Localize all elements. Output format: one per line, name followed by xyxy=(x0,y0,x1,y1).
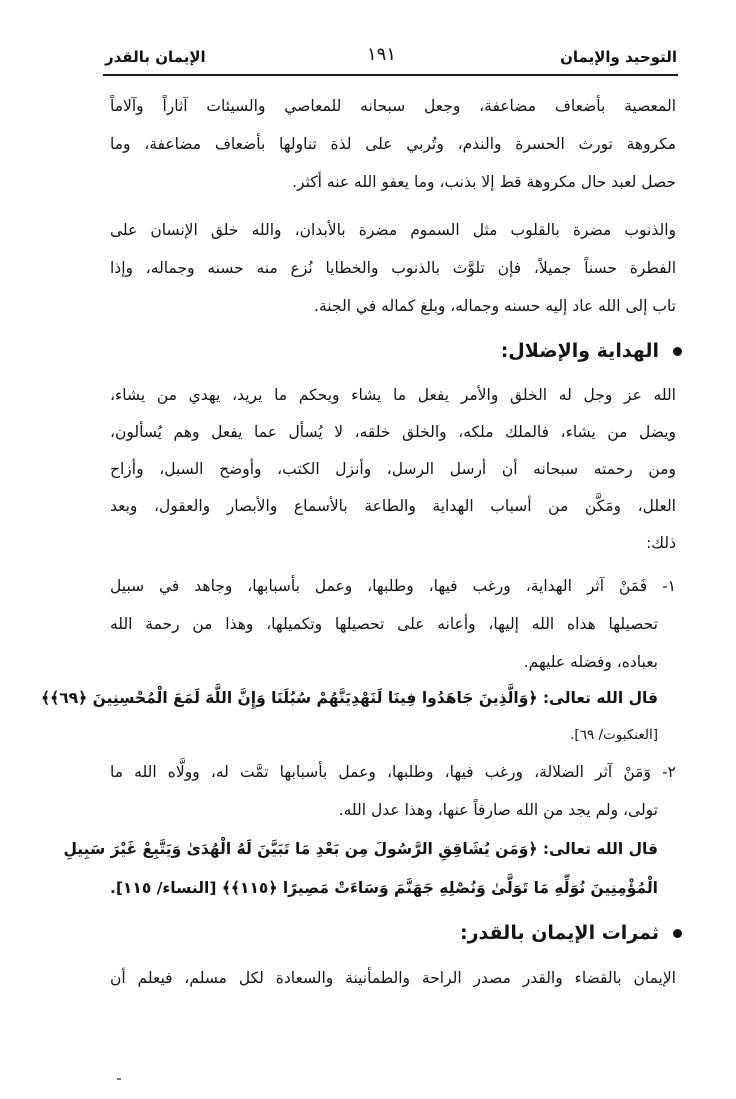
text-line: تاب إلى الله عاد إليه حسنه وجماله، وبلغ كماله في الجنة. xyxy=(314,297,676,315)
heading-text: ثمرات الإيمان بالقدر: xyxy=(460,922,659,944)
heading-text: الهداية والإضلال: xyxy=(500,340,659,362)
scan-mark xyxy=(117,1078,121,1080)
quran-verse: قال الله تعالى: ﴿وَمَن يُشَاقِقِ الرَّسُولَ مِن بَعْدِ مَا تَبَيَّنَ لَهُ الْهُدَىٰ وَيَتَّبِعْ غَيْرَ سَبِيلِ xyxy=(63,840,658,858)
quran-verse: الْمُؤْمِنِينَ نُوَلِّهِ مَا تَوَلَّىٰ وَنُصْلِهِ جَهَنَّمَ وَسَاءَتْ مَصِيرًا ﴿١١٥﴾﴾ [النساء/ ١١٥]. xyxy=(109,879,658,897)
list-item-line: بعباده، وفضله عليهم. xyxy=(523,653,658,671)
text-line: المعصية بأضعاف مضاعفة، وجعل سبحانه للمعاصي والسيئات آثاراً وآلاماً xyxy=(110,97,676,115)
list-item-line: تولى، ولم يجد من الله صارفاً عنها، وهذا عدل الله. xyxy=(338,801,658,819)
text-line: الله عز وجل له الخلق والأمر يفعل ما يشاء ويحكم ما يريد، يهدي من يشاء، xyxy=(110,386,676,404)
text-line: حصل لعبد حال مكروهة قط إلا بذنب، وما يعفو الله عنه أكثر. xyxy=(292,173,676,191)
section-heading xyxy=(110,922,682,944)
running-header xyxy=(105,44,677,72)
bullet-icon xyxy=(673,347,682,356)
page-number: ١٩١ xyxy=(367,44,397,65)
verse-reference: [العنكبوت/ ٦٩]. xyxy=(570,727,658,743)
text-line: مكروهة تورث الحسرة والندم، وتُربي على لذة تناولها بأضعاف مضاعفة، وما xyxy=(110,135,676,153)
header-rule xyxy=(103,74,678,76)
book-title: التوحيد والإيمان xyxy=(560,48,677,66)
text-line: الفطرة حسناً جميلاً، فإن تلوَّث بالذنوب والخطايا نُزع منه حسنه وجماله، وإذا xyxy=(110,259,676,277)
text-line: ذلك: xyxy=(646,534,676,552)
section-heading xyxy=(110,340,682,362)
bullet-icon xyxy=(673,929,682,938)
list-item-line: ١- فَمَنْ آثر الهداية، ورغب فيها، وطلبها، وعمل بأسبابها، وجاهد في سبيل xyxy=(110,577,676,595)
list-item-line: تحصيلها هداه الله إليها، وأعانه على تحصيلها وتكميلها، وهذا من رحمة الله xyxy=(110,615,658,633)
list-item-line: ٢- وَمَنْ آثر الضلالة، ورغب فيها، وطلبها، وعمل بأسبابها تمَّت له، وولَّاه الله ما xyxy=(110,763,676,781)
text-line: العلل، ومَكَّن من أسباب الهداية والطاعة بالأسماع والأبصار والعقول، وبعد xyxy=(110,497,676,515)
quran-verse: قال الله تعالى: ﴿وَالَّذِينَ جَاهَدُوا فِينَا لَنَهْدِيَنَّهُمْ سُبُلَنَا وَإِنَّ اللَّهَ لَمَعَ الْمُحْسِنِينَ ﴿٦٩﴾﴾ xyxy=(41,689,658,707)
chapter-title: الإيمان بالقدر xyxy=(105,48,206,66)
text-line: ويضل من يشاء، فالملك ملكه، والخلق خلقه، لا يُسأل عما يفعل وهم يُسألون، xyxy=(110,423,676,441)
text-line: والذنوب مضرة بالقلوب مثل السموم مضرة بالأبدان، والله خلق الإنسان على xyxy=(110,221,676,239)
text-line: الإيمان بالقضاء والقدر مصدر الراحة والطمأنينة والسعادة لكل مسلم، فيعلم أن xyxy=(110,969,676,987)
text-line: ومن رحمته سبحانه أن أرسل الرسل، وأنزل الكتب، وأوضح السبل، وأزاح xyxy=(110,460,676,478)
